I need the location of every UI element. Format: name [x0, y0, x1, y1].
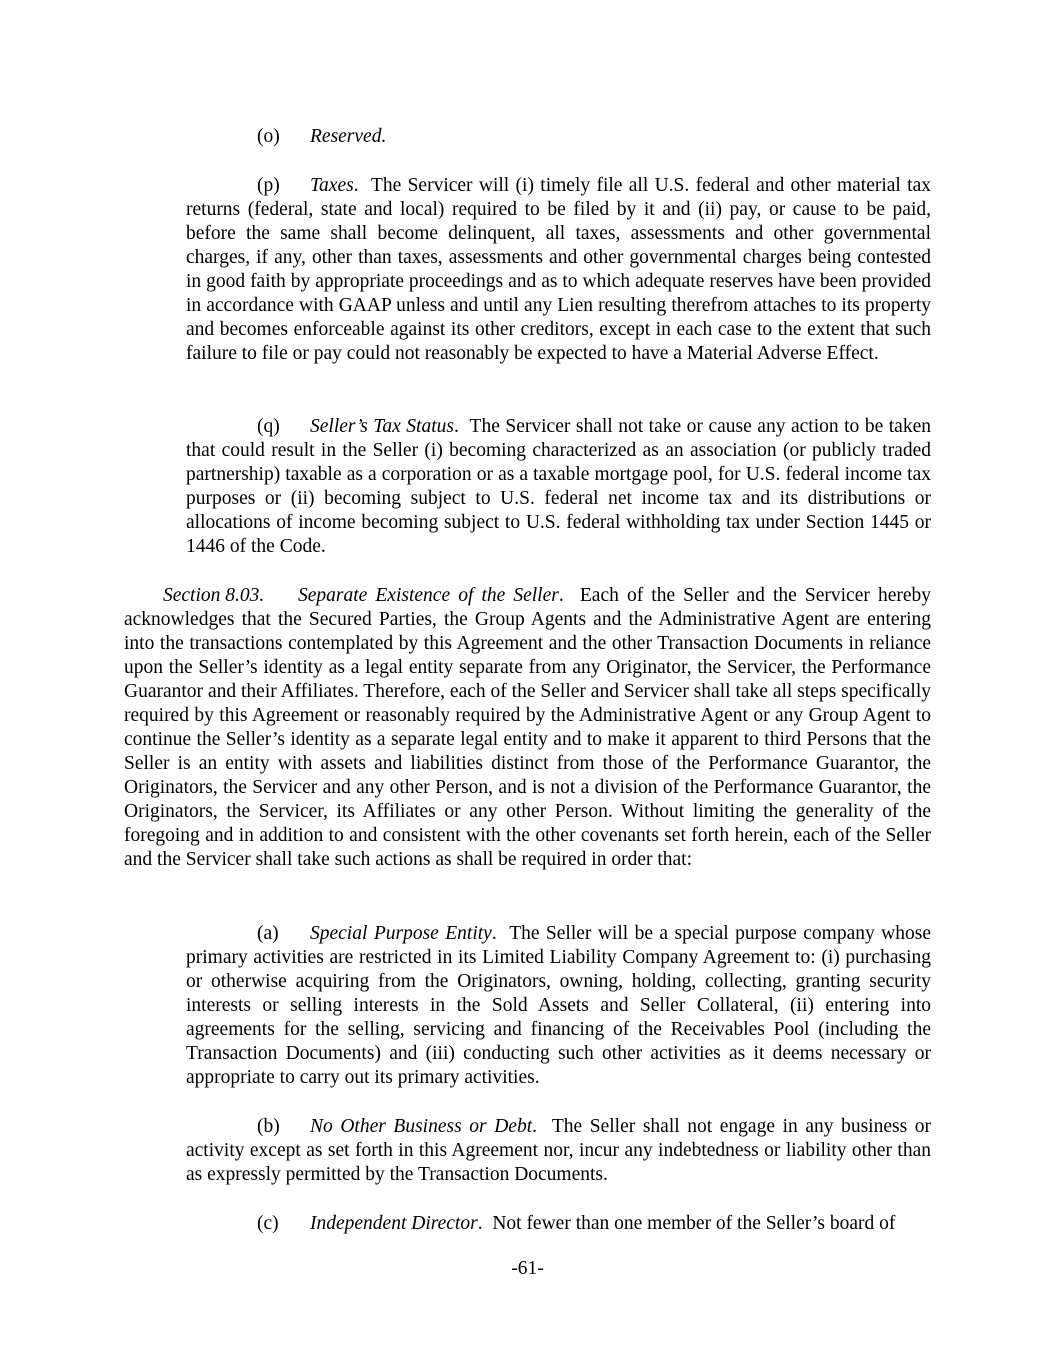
paragraph-a-title: Special Purpose Entity: [310, 923, 492, 944]
paragraph-b-title: No Other Business or Debt: [310, 1116, 533, 1137]
paragraph-b: (b) No Other Business or Debt. The Seller shall not engage in any business or activity except as set forth in this Agreement nor, incur any indebtedness or liability other than as expressly permitted by the Transaction Documents.: [186, 1116, 932, 1185]
paragraph-c-label: (c): [257, 1213, 279, 1234]
page-number: -61-: [511, 1258, 544, 1279]
paragraph-q: (q) Seller’s Tax Status. The Servicer shall not take or cause any action to be taken that could result in the Seller (i) becoming characterized as an association (or publicly traded partnership) taxable as a corporation or as a taxable mortgage pool, for U.S. federal income tax purposes or (ii) becoming subject to U.S. federal net income tax and its distributions or allocations of income becoming subject to U.S. federal withholding tax under Section 1445 or 1446 of the Code.: [186, 416, 931, 557]
paragraph-b-text: The Seller shall not engage in any business or activity except as set forth in this Agreement nor, incur any indebtedness or liability other than as expressly permitted by the Transaction Documents.: [186, 1116, 932, 1185]
paragraph-q-title: Seller’s Tax Status: [310, 416, 454, 437]
paragraph-o-label: (o): [257, 126, 280, 147]
paragraph-o-title: Reserved.: [310, 126, 387, 147]
paragraph-a-label: (a): [257, 923, 279, 944]
paragraph-p-text: The Servicer will (i) timely file all U.S. federal and other material tax returns (federal, state and local) required to be filed by it and (ii) pay, or cause to be paid, before the same shall become delinquent, all taxes, assessments and other governmental charges, if any, other than taxes, assessments and other governmental charges being contested in good faith by appropriate proceedings and as to which adequate reserves have been provided in accordance with GAAP unless and until any Lien resulting therefrom attaches to its property and becomes enforceable against its other creditors, except in each case to the extent that such failure to file or pay could not reasonably be expected to have a Material Adverse Effect.: [186, 175, 931, 364]
section-title: Separate Existence of the Seller: [298, 585, 559, 606]
paragraph-p-label: (p): [257, 175, 280, 196]
section-label: Section 8.03.: [163, 585, 265, 606]
paragraph-p: (p) Taxes. The Servicer will (i) timely file all U.S. federal and other material tax returns (federal, state and local) required to be filed by it and (ii) pay, or cause to be paid, before the same shall become delinquent, all taxes, assessments and other governmental charges, if any, other than taxes, assessments and other governmental charges being contested in good faith by appropriate proceedings and as to which adequate reserves have been provided in accordance with GAAP unless and until any Lien resulting therefrom attaches to its property and becomes enforceable against its other creditors, except in each case to the extent that such failure to file or pay could not reasonably be expected to have a Material Adverse Effect.: [186, 175, 931, 364]
paragraph-c-title: Independent Director: [310, 1213, 478, 1234]
paragraph-q-label: (q): [257, 416, 280, 437]
paragraph-b-label: (b): [257, 1116, 280, 1137]
section-text: Each of the Seller and the Servicer hereby acknowledges that the Secured Parties, the Group Agents and the Administrative Agent are entering into the transactions contemplated by this Agreement and the other Transaction Documents in reliance upon the Seller’s identity as a legal entity separate from any Originator, the Servicer, the Performance Guarantor and their Affiliates. Therefore, each of the Seller and Servicer shall take all steps specifically required by this Agreement or reasonably required by the Administrative Agent or any Group Agent to continue the Seller’s identity as a separate legal entity and to make it apparent to third Persons that the Seller is an entity with assets and liabilities distinct from those of the Performance Guarantor, the Originators, the Servicer and any other Person, and is not a division of the Performance Guarantor, the Originators, the Servicer, its Affiliates or any other Person. Without limiting the generality of the foregoing and in addition to and consistent with the other covenants set forth herein, each of the Seller and the Servicer shall take such actions as shall be required in order that:: [124, 585, 931, 870]
paragraph-a-text: The Seller will be a special purpose company whose primary activities are restricted in its Limited Liability Company Agreement to: (i) purchasing or otherwise acquiring from the Originators, owning, holding, collecting, granting security interests or selling interests in the Sold Assets and Seller Collateral, (ii) entering into agreements for the selling, servicing and financing of the Receivables Pool (including the Transaction Documents) and (iii) conducting such other activities as it deems necessary or appropriate to carry out its primary activities.: [186, 923, 931, 1088]
paragraph-q-text: The Servicer shall not take or cause any action to be taken that could result in the Seller (i) becoming characterized as an association (or publicly traded partnership) taxable as a corporation or as a taxable mortgage pool, for U.S. federal income tax purposes or (ii) becoming subject to U.S. federal net income tax and its distributions or allocations of income becoming subject to U.S. federal withholding tax under Section 1445 or 1446 of the Code.: [186, 416, 931, 557]
paragraph-a: (a) Special Purpose Entity. The Seller will be a special purpose company whose primary activities are restricted in its Limited Liability Company Agreement to: (i) purchasing or otherwise acquiring from the Originators, owning, holding, collecting, granting security interests or selling interests in the Sold Assets and Seller Collateral, (ii) entering into agreements for the selling, servicing and financing of the Receivables Pool (including the Transaction Documents) and (iii) conducting such other activities as it deems necessary or appropriate to carry out its primary activities.: [186, 923, 931, 1088]
paragraph-o: [186, 125, 931, 149]
paragraph-p-title: Taxes: [310, 175, 354, 196]
paragraph-c: (c) Independent Director. Not fewer than one member of the Seller’s board of: [257, 1213, 896, 1234]
paragraph-c-text: Not fewer than one member of the Seller’s board of: [492, 1213, 896, 1234]
section-8-03: Section 8.03. Separate Existence of the Seller. Each of the Seller and the Servicer hereby acknowledges that the Secured Parties, the Group Agents and the Administrative Agent are entering into the transactions contemplated by this Agreement and the other Transaction Documents in reliance upon the Seller’s identity as a legal entity separate from any Originator, the Servicer, the Performance Guarantor and their Affiliates. Therefore, each of the Seller and Servicer shall take all steps specifically required by this Agreement or reasonably required by the Administrative Agent or any Group Agent to continue the Seller’s identity as a separate legal entity and to make it apparent to third Persons that the Seller is an entity with assets and liabilities distinct from those of the Performance Guarantor, the Originators, the Servicer and any other Person, and is not a division of the Performance Guarantor, the Originators, the Servicer, its Affiliates or any other Person. Without limiting the generality of the foregoing and in addition to and consistent with the other covenants set forth herein, each of the Seller and the Servicer shall take such actions as shall be required in order that:: [124, 585, 931, 870]
